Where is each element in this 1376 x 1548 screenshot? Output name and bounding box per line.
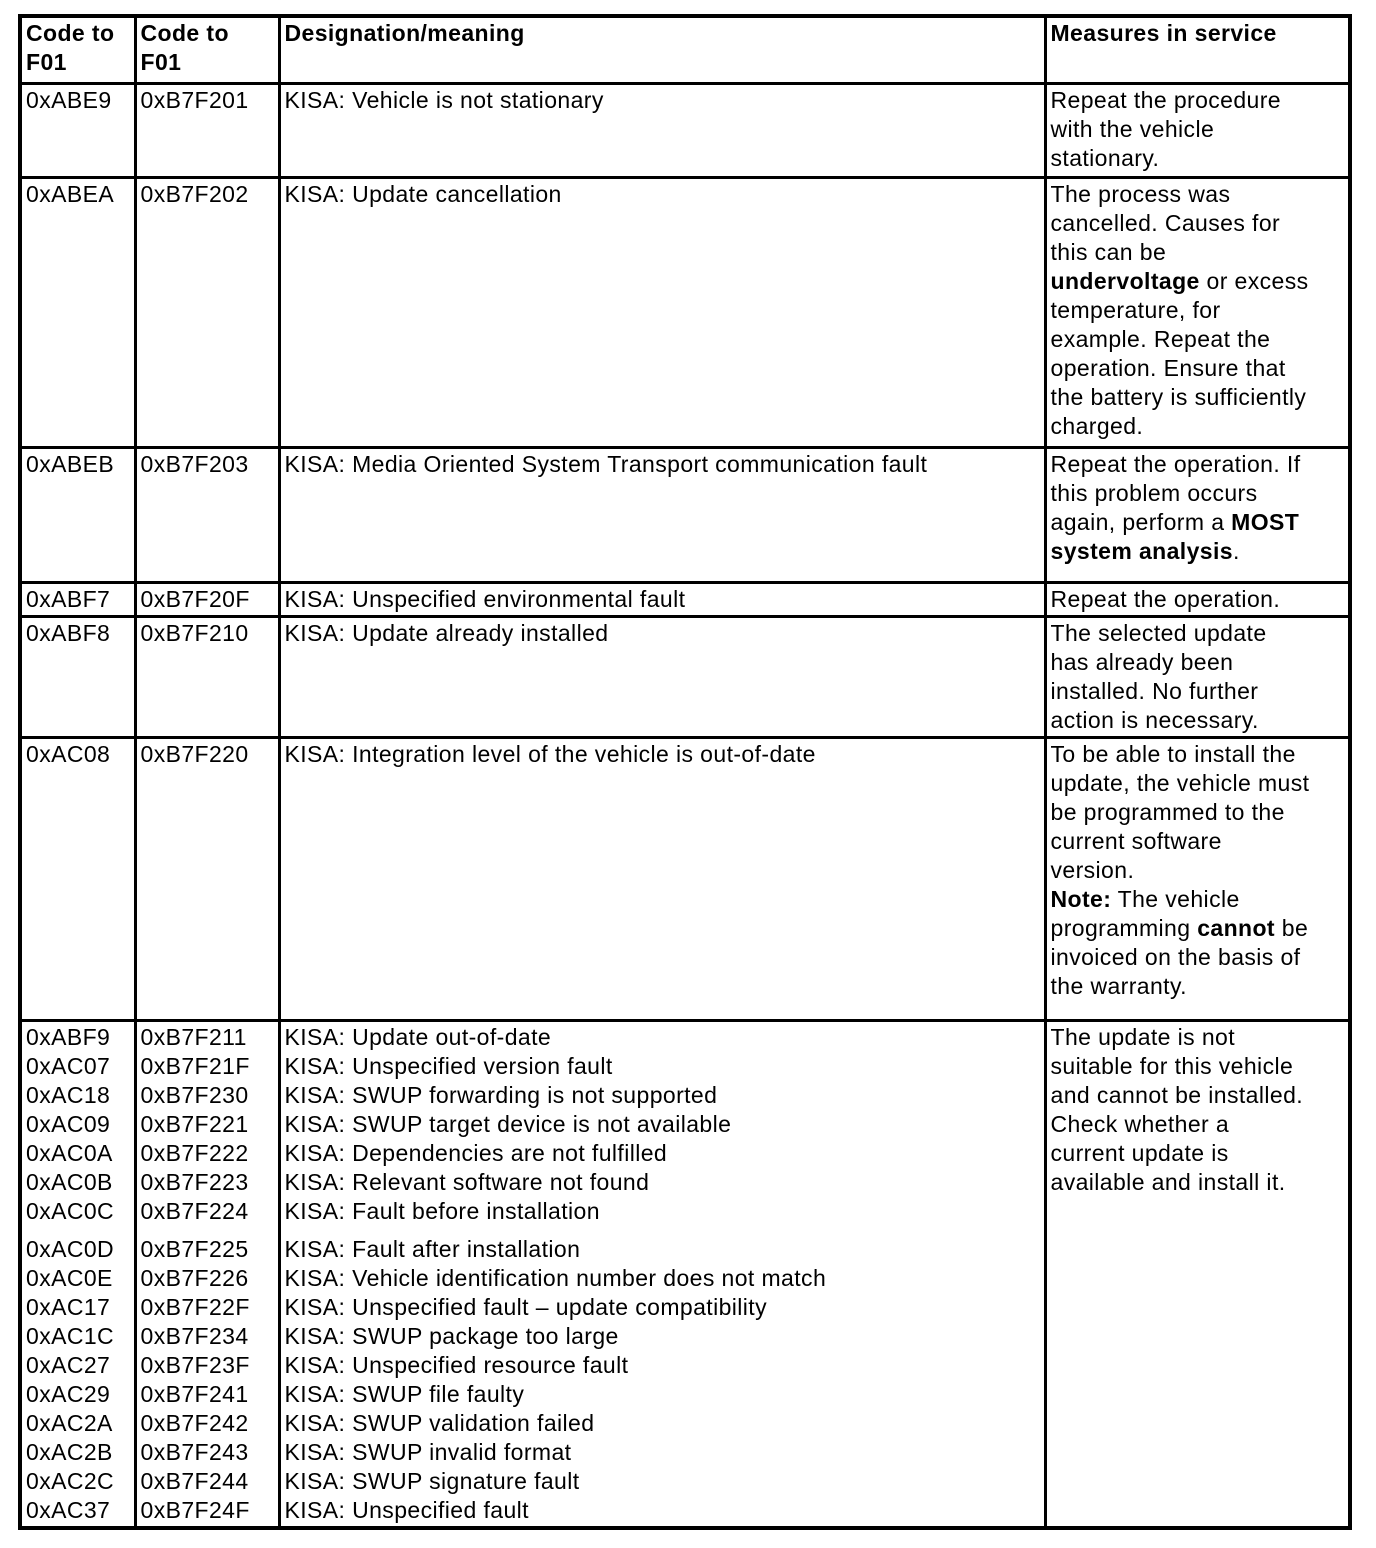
cell-measure: Repeat the operation. If this problem occurs again, perform a MOST system analysis. — [1045, 447, 1350, 582]
cell-measure: Repeat the operation. — [1045, 582, 1350, 616]
table-row — [20, 447, 1350, 582]
table-row — [20, 737, 1350, 1020]
cell-measure: Repeat the procedure with the vehicle stationary. — [1045, 83, 1350, 177]
cell-designation: KISA: Unspecified environmental fault — [279, 582, 1045, 616]
cell-code-a: 0xABEB — [20, 447, 135, 582]
cell-code-b: 0xB7F210 — [135, 616, 279, 737]
cell-measure: The update is not suitable for this vehicle and cannot be installed. Check whether a current update is available and install it. — [1045, 1020, 1350, 1528]
cell-code-b: 0xB7F20F — [135, 582, 279, 616]
header-measures: Measures in service — [1045, 16, 1350, 83]
cell-measure: To be able to install the update, the vehicle must be programmed to the current software version. Note: The vehicle programming cannot be invoiced on the basis of the warranty. — [1045, 737, 1350, 1020]
cell-code-b-list — [135, 1020, 279, 1528]
cell-code-a: 0xABEA — [20, 177, 135, 447]
cell-measure: The selected update has already been installed. No further action is necessary. — [1045, 616, 1350, 737]
table-row — [20, 616, 1350, 737]
designation-list-block: KISA: Update out-of-date KISA: Unspecified version fault KISA: SWUP forwarding is not supported KISA: SWUP target device is not available KISA: Dependencies are not fulfilled KISA: Relevant software not found KISA: Fault before installation — [284, 1023, 732, 1224]
cell-code-a: 0xABF8 — [20, 616, 135, 737]
header-code-f01-a: Code to F01 — [20, 16, 135, 83]
cell-code-b: 0xB7F220 — [135, 737, 279, 1020]
header-code-f01-b: Code to F01 — [135, 16, 279, 83]
table-row — [20, 582, 1350, 616]
designation-list-block: KISA: Fault after installation KISA: Vehicle identification number does not match KISA: Unspecified fault – update compatibility KISA: SWUP package too large KISA: Unspecified resource fault KISA: SWUP file faulty KISA: SWUP validation failed KISA: SWUP invalid format KISA: SWUP signature fault KISA: Unspecified fault — [284, 1235, 827, 1523]
table-row — [20, 177, 1350, 447]
cell-measure: The process was cancelled. Causes for this can be undervoltage or excess temperature, for example. Repeat the operation. Ensure that the battery is sufficiently charged. — [1045, 177, 1350, 447]
code-list-block: 0xAC0D 0xAC0E 0xAC17 0xAC1C 0xAC27 0xAC29 0xAC2A 0xAC2B 0xAC2C 0xAC37 — [26, 1235, 115, 1523]
cell-designation: KISA: Media Oriented System Transport communication fault — [279, 447, 1045, 582]
code-list-block: 0xB7F225 0xB7F226 0xB7F22F 0xB7F234 0xB7F23F 0xB7F241 0xB7F242 0xB7F243 0xB7F244 0xB7F24F — [140, 1235, 250, 1523]
table-row-group — [20, 1020, 1350, 1528]
header-designation: Designation/meaning — [279, 16, 1045, 83]
cell-code-a: 0xABE9 — [20, 83, 135, 177]
cell-designation: KISA: Vehicle is not stationary — [279, 83, 1045, 177]
cell-designation: KISA: Update cancellation — [279, 177, 1045, 447]
table-row — [20, 83, 1350, 177]
cell-code-b: 0xB7F201 — [135, 83, 279, 177]
cell-designation: KISA: Integration level of the vehicle is out-of-date — [279, 737, 1045, 1020]
cell-code-b: 0xB7F202 — [135, 177, 279, 447]
cell-code-a-list — [20, 1020, 135, 1528]
fault-code-table — [18, 14, 1352, 1530]
header-row — [20, 16, 1350, 83]
code-list-block: 0xB7F211 0xB7F21F 0xB7F230 0xB7F221 0xB7F222 0xB7F223 0xB7F224 — [140, 1023, 250, 1224]
cell-code-b: 0xB7F203 — [135, 447, 279, 582]
code-list-block: 0xABF9 0xAC07 0xAC18 0xAC09 0xAC0A 0xAC0B 0xAC0C — [26, 1023, 115, 1224]
cell-designation: KISA: Update already installed — [279, 616, 1045, 737]
cell-code-a: 0xABF7 — [20, 582, 135, 616]
cell-code-a: 0xAC08 — [20, 737, 135, 1020]
cell-designation-list — [279, 1020, 1045, 1528]
